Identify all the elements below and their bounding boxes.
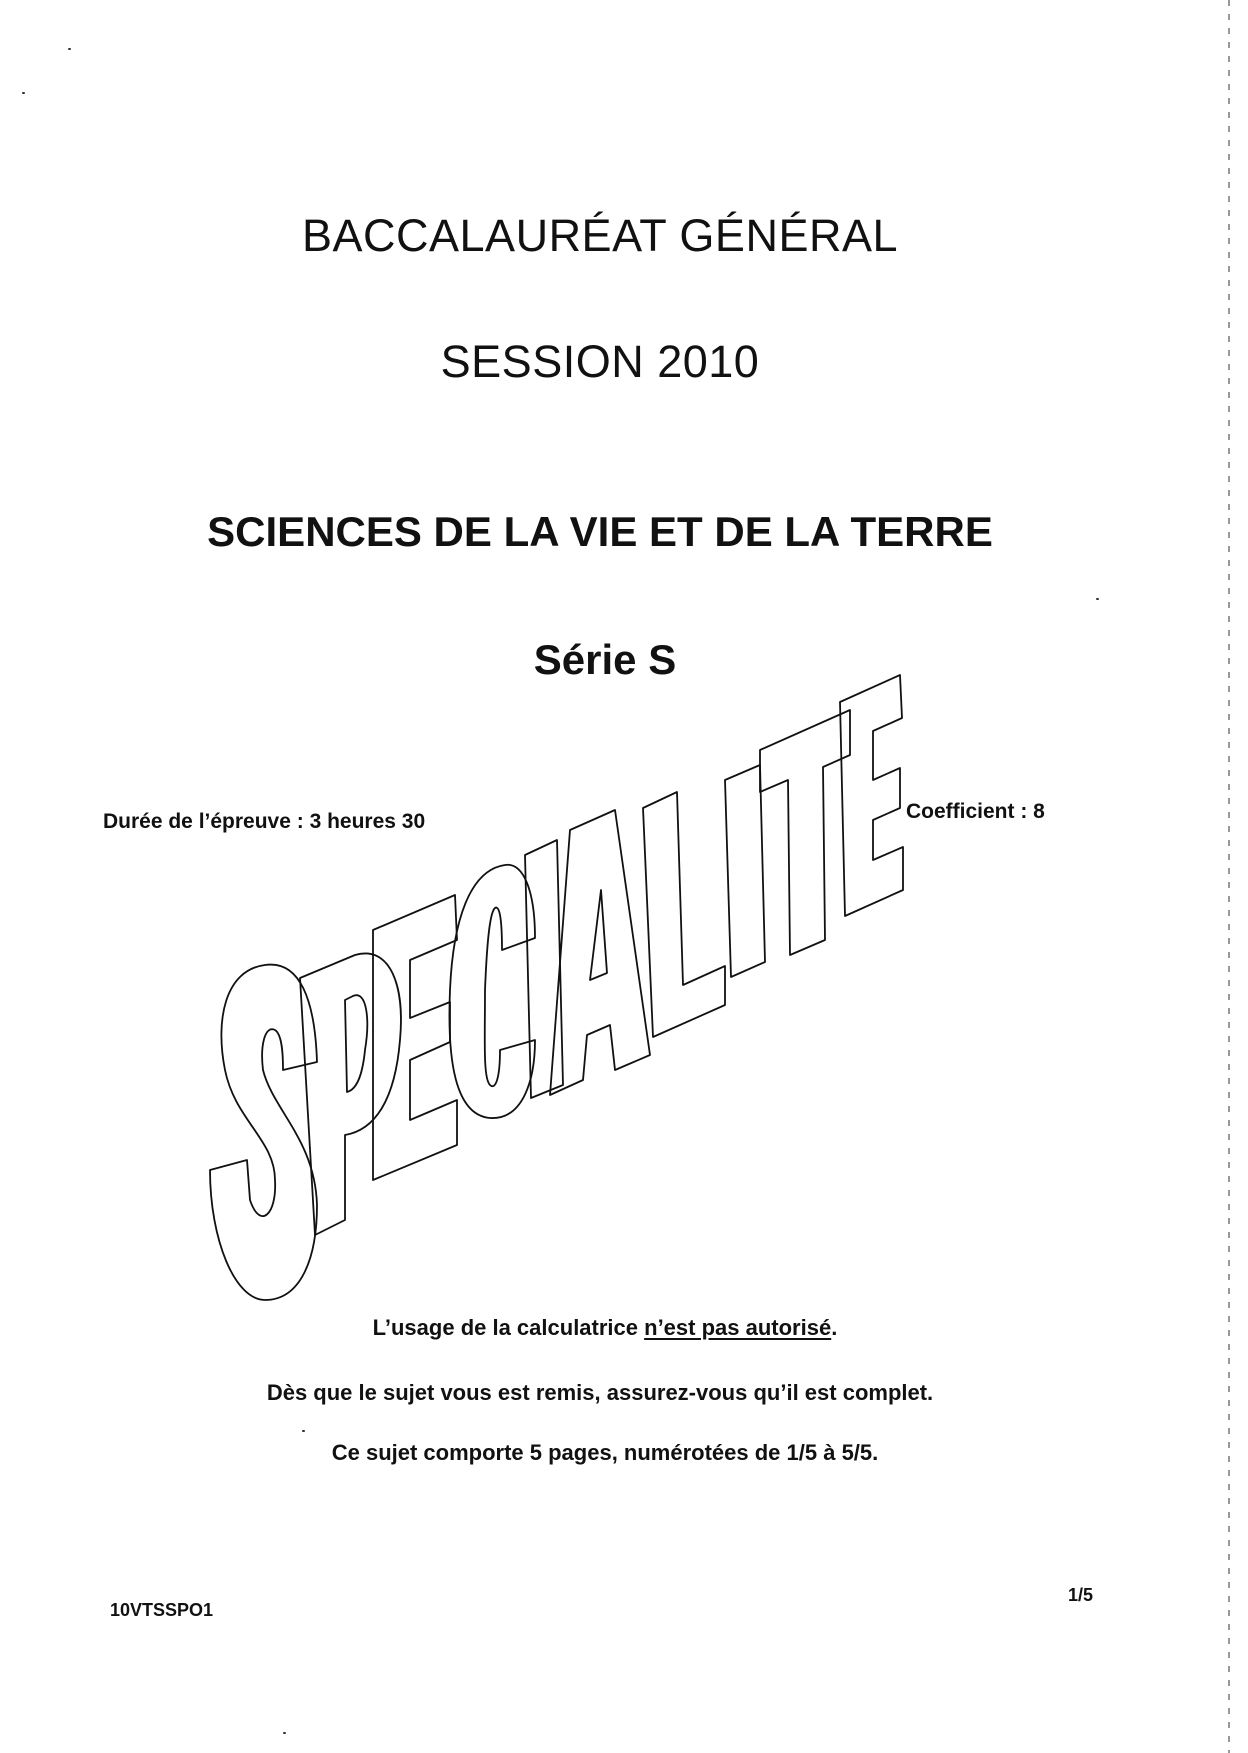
calculator-notice-suffix: . <box>831 1315 838 1340</box>
scan-speck <box>283 1732 286 1734</box>
page-number: 1/5 <box>1068 1585 1094 1605</box>
series-label: Série S <box>533 636 677 683</box>
subject-name: SCIENCES DE LA VIE ET DE LA TERRE <box>207 508 993 555</box>
exam-coefficient: Coefficient : 8 <box>906 800 1045 823</box>
scan-speck <box>1096 598 1099 600</box>
specialite-stamp <box>205 640 1025 1340</box>
calculator-notice-prefix: L’usage de la calculatrice <box>372 1315 645 1340</box>
session-year: SESSION 2010 <box>440 336 760 387</box>
exam-duration: Durée de l’épreuve : 3 heures 30 <box>103 810 426 833</box>
completeness-notice: Dès que le sujet vous est remis, assurez-vous qu’il est complet. <box>266 1380 934 1405</box>
scan-edge-line <box>1228 0 1230 1753</box>
exam-title: BACCALAURÉAT GÉNÉRAL <box>301 210 898 261</box>
scan-speck <box>68 48 71 50</box>
page-count-notice: Ce sujet comporte 5 pages, numérotées de 1/5 à 5/5. <box>331 1440 879 1465</box>
calculator-notice <box>0 1315 1210 1341</box>
scan-speck <box>22 92 25 94</box>
calculator-notice-emphasis: n’est pas autorisé <box>644 1315 832 1340</box>
scan-speck <box>302 1430 305 1432</box>
document-code: 10VTSSPO1 <box>110 1600 214 1620</box>
